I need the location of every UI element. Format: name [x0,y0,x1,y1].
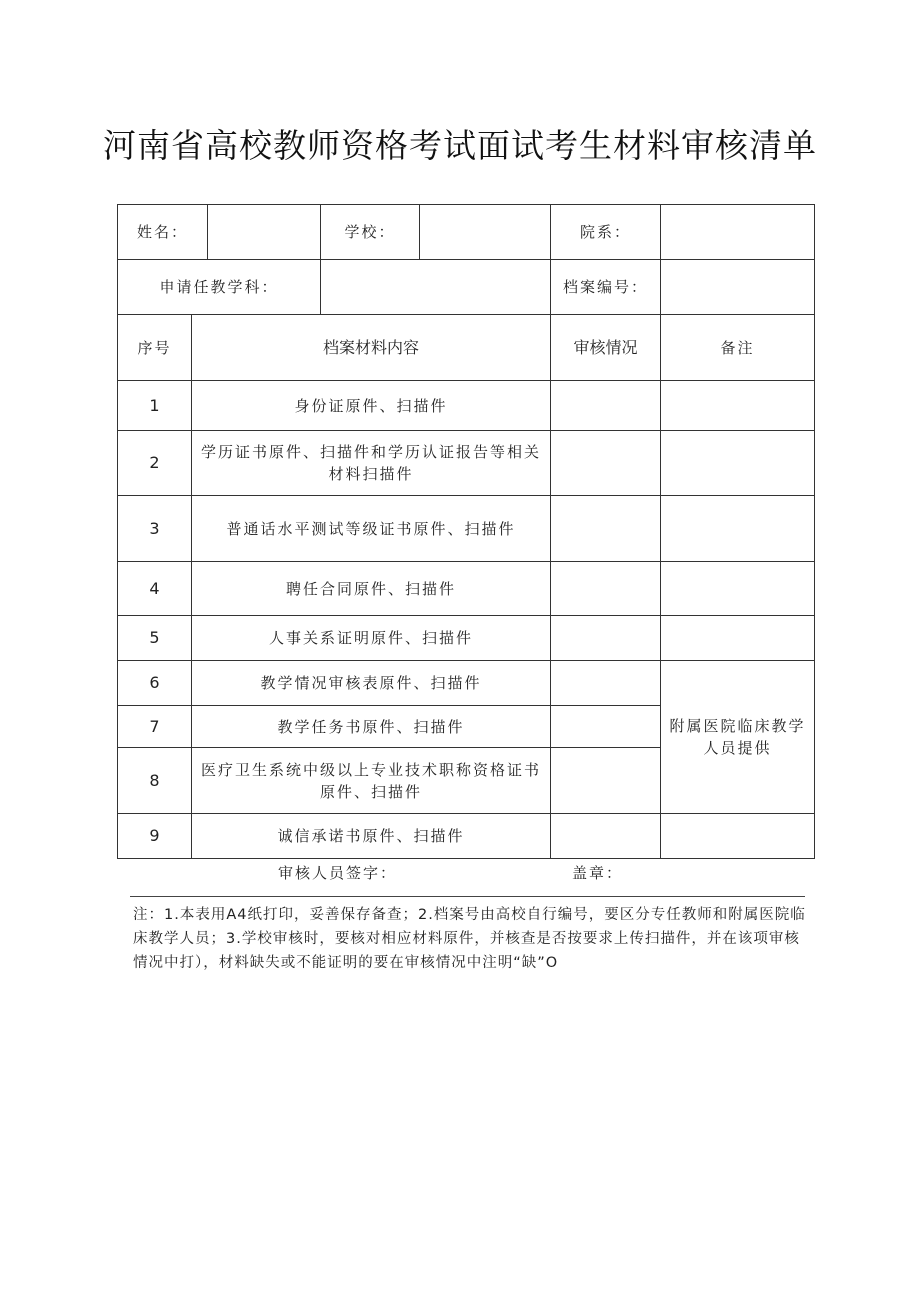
merged-remark-cell: 附属医院临床教学人员提供 [661,661,815,814]
name-field[interactable] [208,205,321,260]
review-cell[interactable] [551,562,661,616]
table-row [118,814,815,859]
table-row [118,431,815,496]
name-label: 姓名： [118,205,208,260]
review-cell[interactable] [551,431,661,496]
remark-cell[interactable] [661,496,815,562]
table-row [118,496,815,562]
seq-header: 序号 [118,315,192,381]
column-header-row [118,315,815,381]
remark-cell[interactable] [661,562,815,616]
seal-label: 盖章： [572,864,624,882]
archive-field[interactable] [661,260,815,315]
header-row-1 [118,205,815,260]
remark-cell[interactable] [661,616,815,661]
divider [130,896,805,897]
row-content: 人事关系证明原件、扫描件 [192,616,551,661]
remark-cell[interactable] [661,381,815,431]
row-number: 5 [118,616,192,661]
header-row-2 [118,260,815,315]
remark-cell[interactable] [661,814,815,859]
row-number: 1 [118,381,192,431]
review-cell[interactable] [551,496,661,562]
school-label: 学校： [321,205,420,260]
row-content: 学历证书原件、扫描件和学历认证报告等相关材料扫描件 [192,431,551,496]
row-content: 诚信承诺书原件、扫描件 [192,814,551,859]
reviewer-signature-label: 审核人员签字： [278,864,398,882]
table-row [118,616,815,661]
page-title: 河南省高校教师资格考试面试考生材料审核清单 [103,126,817,165]
table-row [118,562,815,616]
review-cell[interactable] [551,381,661,431]
archive-label: 档案编号： [551,260,661,315]
content-header: 档案材料内容 [192,315,551,381]
subject-label: 申请任教学科： [118,260,321,315]
footnote: 注：1.本表用A4纸打印，妥善保存备查；2.档案号由高校自行编号，要区分专任教师和附属医院临床教学人员；3.学校审核时，要核对相应材料原件，并核查是否按要求上传扫描件，并在该项审核情况中打），材料缺失或不能证明的要在审核情况中注明“缺”O [133,907,806,971]
row-content: 教学情况审核表原件、扫描件 [192,661,551,706]
dept-field[interactable] [661,205,815,260]
row-number: 6 [118,661,192,706]
review-cell[interactable] [551,706,661,748]
review-header: 审核情况 [551,315,661,381]
review-cell[interactable] [551,748,661,814]
row-content: 教学任务书原件、扫描件 [192,706,551,748]
review-cell[interactable] [551,814,661,859]
row-content: 身份证原件、扫描件 [192,381,551,431]
remark-cell[interactable] [661,431,815,496]
review-checklist-table [117,204,815,859]
remark-header: 备注 [661,315,815,381]
review-cell[interactable] [551,661,661,706]
table-row [118,381,815,431]
row-number: 8 [118,748,192,814]
row-content: 医疗卫生系统中级以上专业技术职称资格证书原件、扫描件 [192,748,551,814]
table-row [118,661,815,706]
row-number: 4 [118,562,192,616]
subject-field[interactable] [321,260,551,315]
row-number: 7 [118,706,192,748]
row-number: 9 [118,814,192,859]
row-content: 聘任合同原件、扫描件 [192,562,551,616]
review-cell[interactable] [551,616,661,661]
school-field[interactable] [420,205,551,260]
row-number: 3 [118,496,192,562]
dept-label: 院系： [551,205,661,260]
row-number: 2 [118,431,192,496]
row-content: 普通话水平测试等级证书原件、扫描件 [192,496,551,562]
